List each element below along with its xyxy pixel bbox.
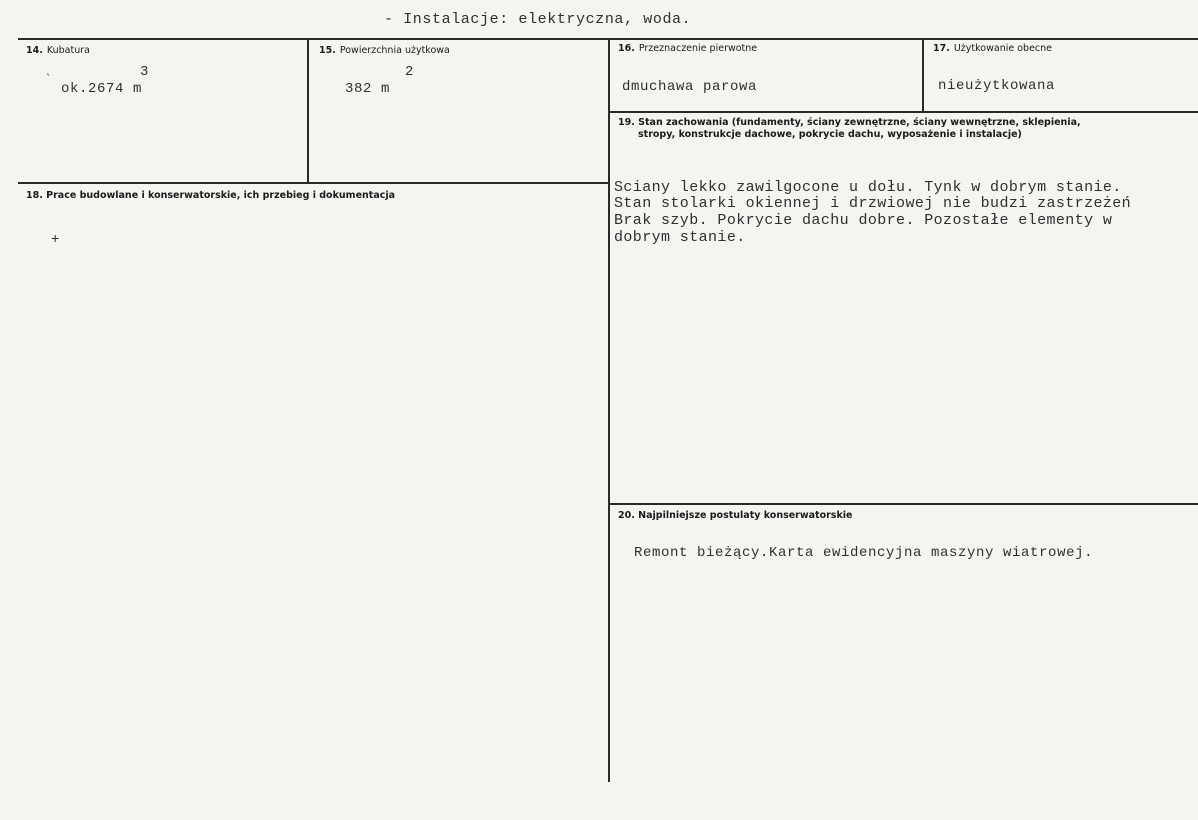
field-15-label [319, 45, 450, 56]
field-14-label [26, 45, 90, 56]
field-19-label-line1 [618, 117, 1081, 128]
field-19-number: 19. [618, 117, 635, 128]
field-19-line-3: Brak szyb. Pokrycie dachu dobre. Pozostałe elementy w [614, 212, 1113, 229]
field-18-title: Prace budowlane i konserwatorskie, ich przebieg i dokumentacja [46, 190, 396, 201]
field-19-line-4: dobrym stanie. [614, 229, 746, 246]
divider-14-15 [307, 40, 309, 183]
field-15-number: 15. [319, 45, 336, 56]
field-15-value: 382 m [345, 81, 391, 97]
field-14-exponent: 3 [140, 64, 150, 80]
field-17-value: nieużytkowana [938, 78, 1056, 94]
field-18-value: + [51, 232, 61, 248]
field-17-number: 17. [933, 43, 950, 54]
field-20-label [618, 510, 852, 521]
field-20-title: Najpilniejsze postulaty konserwatorskie [638, 510, 853, 521]
installations-line: - Instalacje: elektryczna, woda. [384, 11, 692, 28]
field-20-number: 20. [618, 510, 635, 521]
field-17-title: Użytkowanie obecne [953, 43, 1052, 54]
field-16-number: 16. [618, 43, 635, 54]
center-divider [608, 40, 610, 782]
field-16-value: dmuchawa parowa [622, 79, 758, 95]
field-19-title-line1: Stan zachowania (fundamenty, ściany zewnętrzne, ściany wewnętrzne, sklepienia, [638, 117, 1081, 128]
divider-16-17 [922, 40, 924, 112]
field-16-label [618, 43, 757, 54]
field-14-title: Kubatura [46, 45, 90, 56]
divider-row-19-20 [609, 503, 1198, 505]
field-19-label-line2: stropy, konstrukcje dachowe, pokrycie dachu, wyposażenie i instalacje) [638, 129, 1022, 140]
field-15-title: Powierzchnia użytkowa [339, 45, 450, 56]
divider-row-14-18 [18, 182, 610, 184]
field-18-label [26, 190, 395, 201]
field-19-line-1: Sciany lekko zawilgocone u dołu. Tynk w dobrym stanie. [614, 179, 1122, 196]
divider-row-16-19 [609, 111, 1198, 113]
field-14-mark: ˎ [44, 62, 53, 77]
field-15-exponent: 2 [405, 64, 415, 80]
field-14-number: 14. [26, 45, 43, 56]
field-19-line-2: Stan stolarki okiennej i drzwiowej nie budzi zastrzeżeń [614, 195, 1132, 212]
field-16-title: Przeznaczenie pierwotne [638, 43, 758, 54]
field-17-label [933, 43, 1052, 54]
field-18-number: 18. [26, 190, 43, 201]
field-14-value: ok.2674 m [61, 81, 143, 97]
field-20-value: Remont bieżący.Karta ewidencyjna maszyny wiatrowej. [634, 545, 1094, 561]
